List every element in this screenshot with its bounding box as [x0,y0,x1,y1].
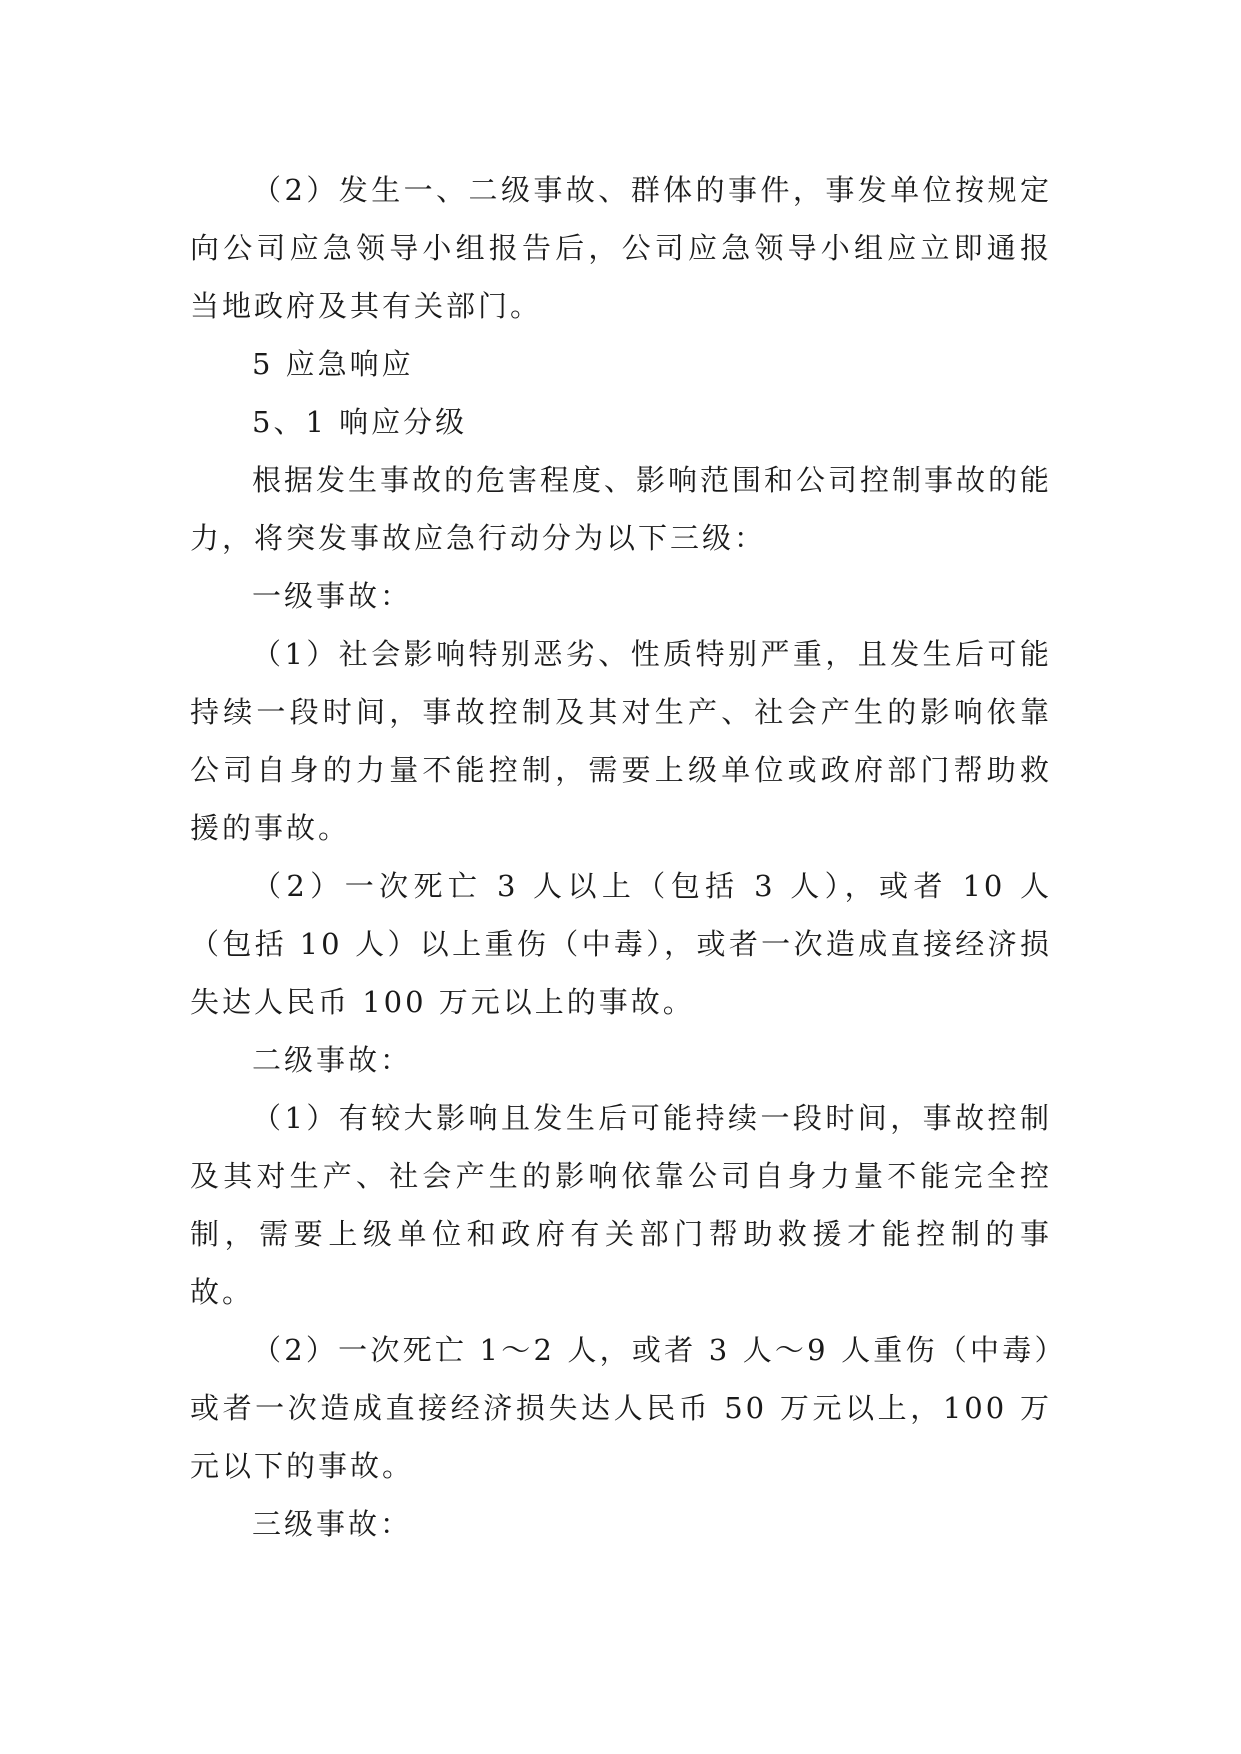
paragraph-report-procedure: （2）发生一、二级事故、群体的事件，事发单位按规定向公司应急领导小组报告后，公司应急领导小组应立即通报当地政府及其有关部门。 [190,173,1052,323]
paragraph-level-two-item-2: （2）一次死亡 1～2 人，或者 3 人～9 人重伤（中毒）或者一次造成直接经济损失达人民币 50 万元以上，100 万元以下的事故。 [190,1333,1052,1483]
heading-level-two: 二级事故： [252,1043,413,1077]
paragraph-level-one-item-2: （2）一次死亡 3 人以上（包括 3 人），或者 10 人（包括 10 人）以上重伤（中毒），或者一次造成直接经济损失达人民币 100 万元以上的事故。 [190,869,1052,1019]
paragraph-level-two-item-1: （1）有较大影响且发生后可能持续一段时间，事故控制及其对生产、社会产生的影响依靠公司自身力量不能完全控制，需要上级单位和政府有关部门帮助救援才能控制的事故。 [190,1101,1052,1309]
paragraph-level-one-item-1: （1）社会影响特别恶劣、性质特别严重，且发生后可能持续一段时间，事故控制及其对生产、社会产生的影响依靠公司自身的力量不能控制，需要上级单位或政府部门帮助救援的事故。 [190,637,1052,845]
document-body [190,161,1052,1553]
heading-level-one: 一级事故： [252,579,413,613]
heading-level-three: 三级事故： [252,1507,413,1541]
section-heading-emergency-response: 5 应急响应 [252,347,414,381]
subsection-heading-response-levels: 5、1 响应分级 [252,405,468,439]
paragraph-level-intro: 根据发生事故的危害程度、影响范围和公司控制事故的能力，将突发事故应急行动分为以下三级： [190,463,1053,555]
